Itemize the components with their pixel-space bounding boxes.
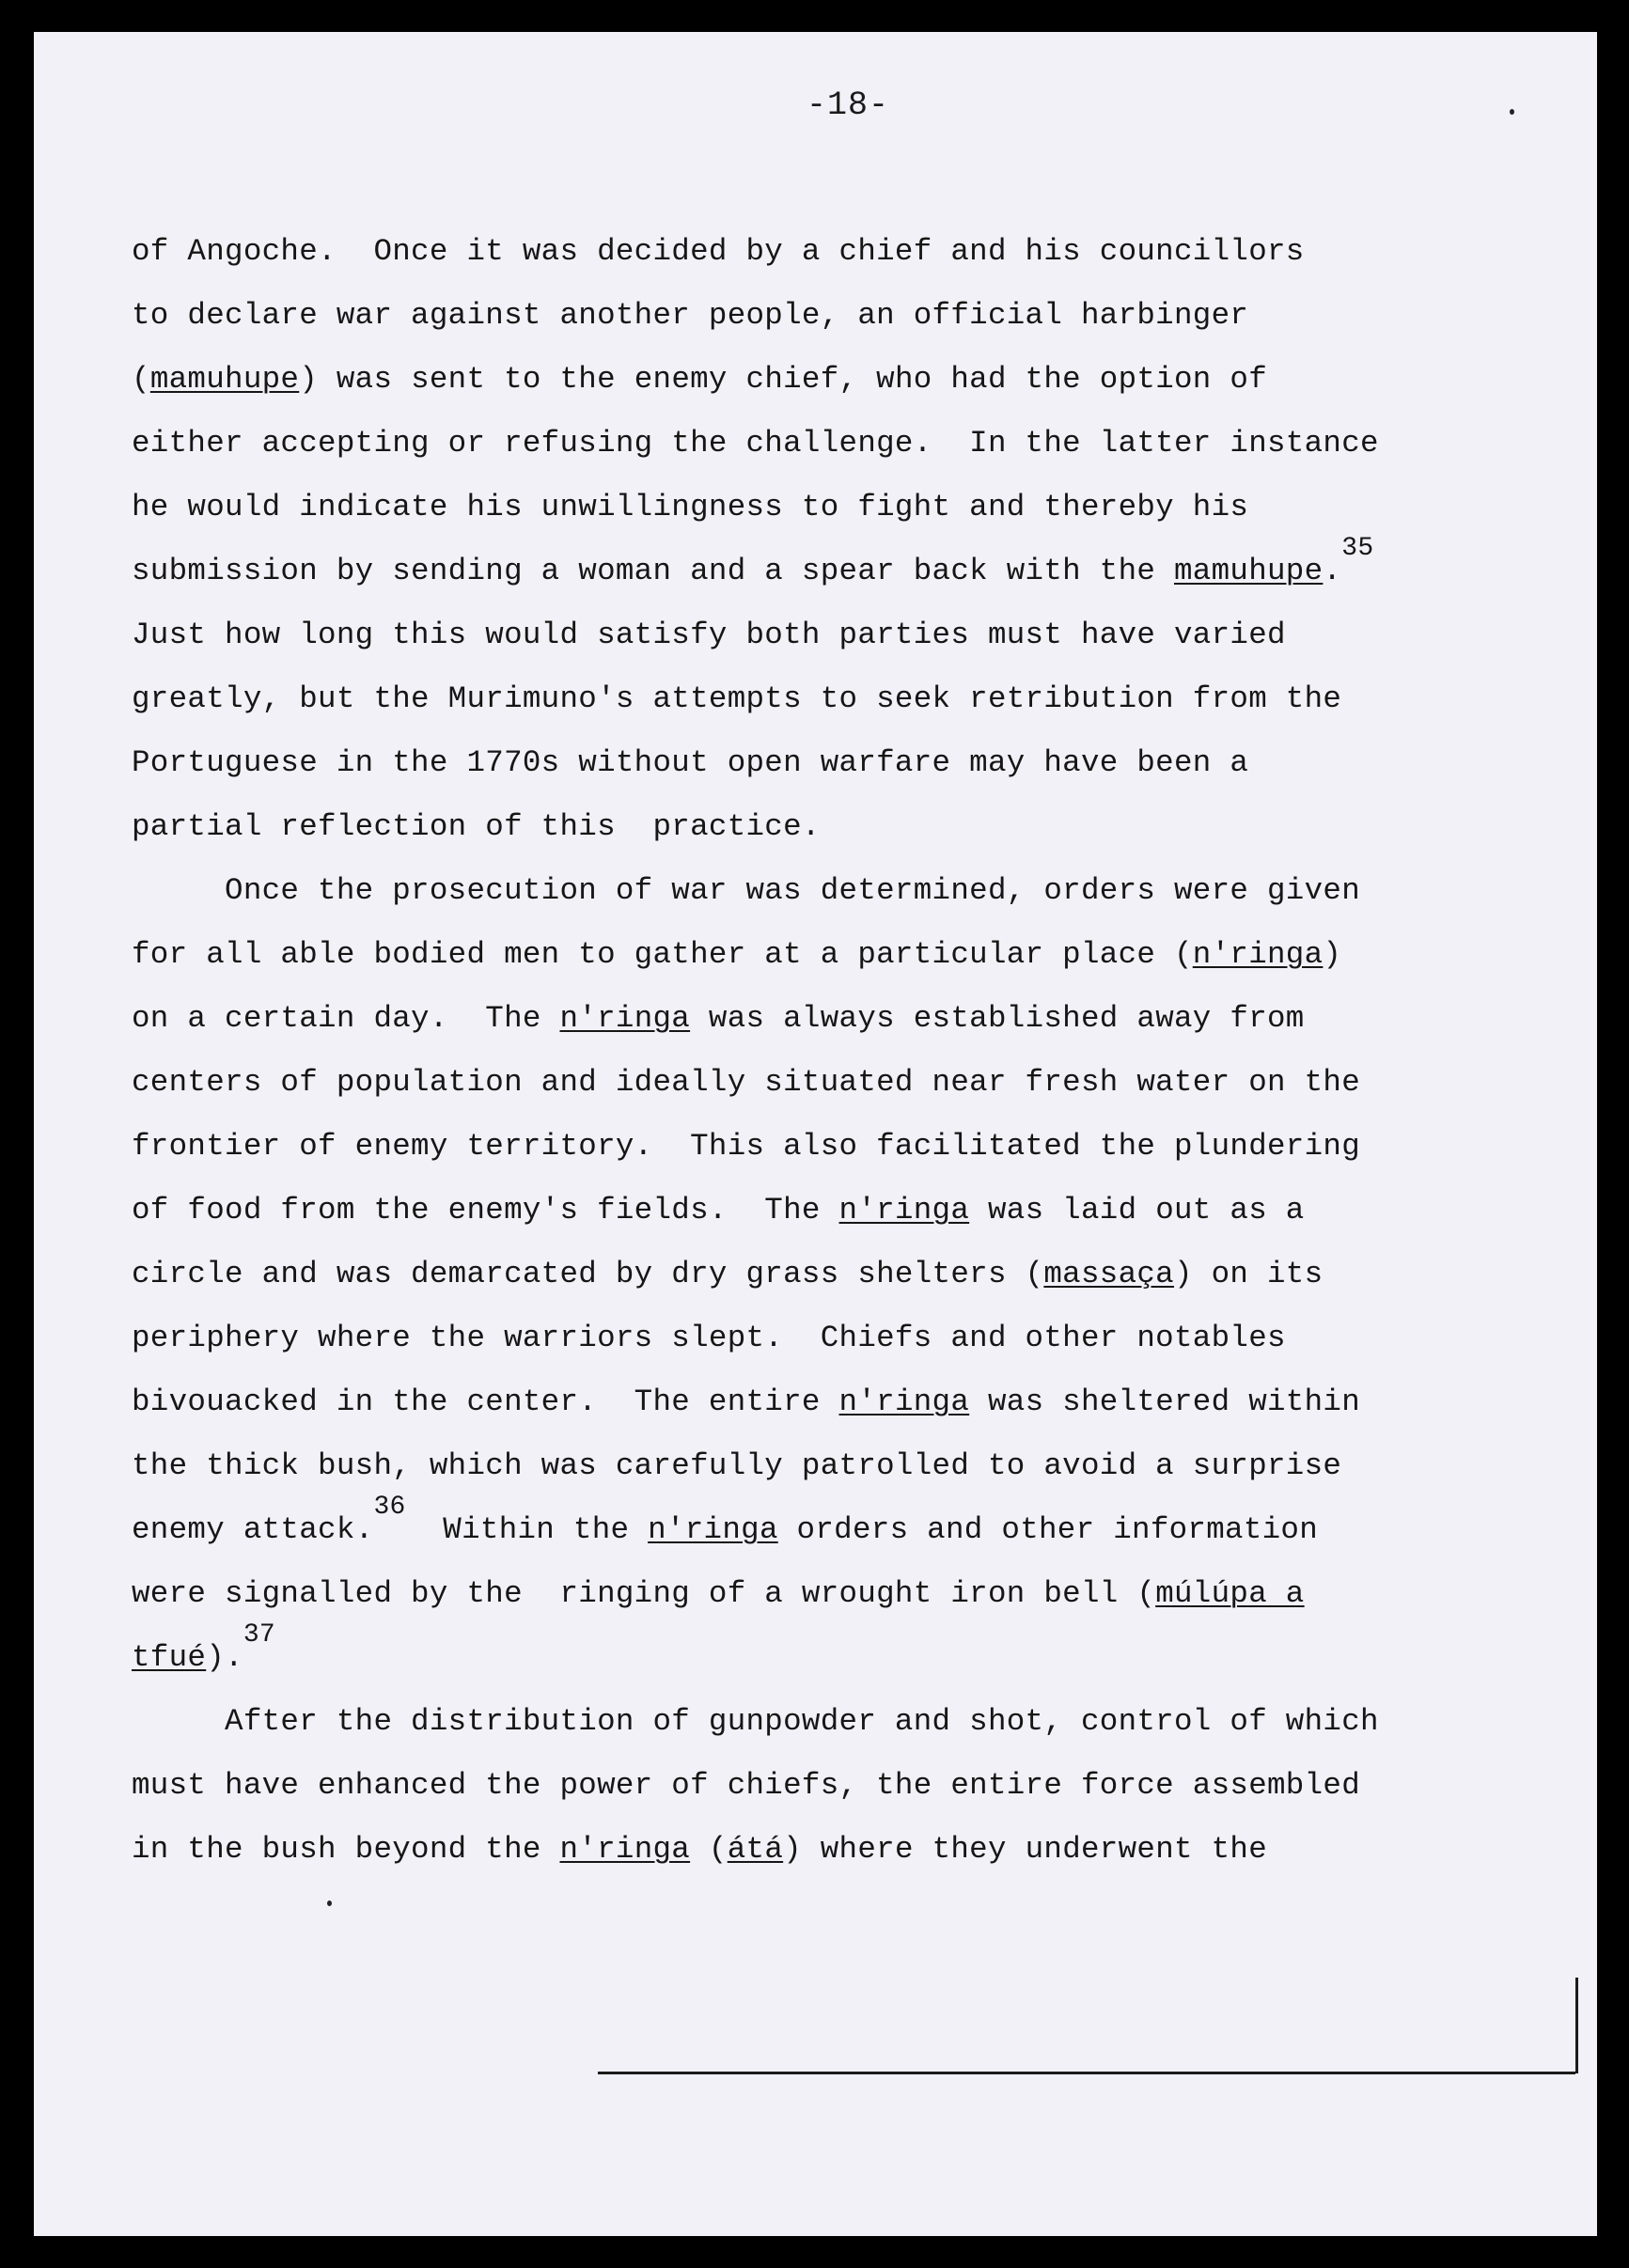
text-segment: ) on its	[1173, 1257, 1324, 1291]
text-segment: centers of population and ideally situated near fresh water on the	[132, 1065, 1361, 1100]
text-segment: he would indicate his unwillingness to fight and thereby his	[132, 490, 1249, 524]
underlined-term: n'ringa	[1192, 937, 1324, 972]
text-segment: was laid out as a	[969, 1193, 1305, 1228]
bottom-rule	[598, 2072, 1575, 2074]
text-line	[132, 1754, 1523, 1818]
text-segment: to declare war against another people, an official harbinger	[132, 298, 1249, 333]
underlined-term: n'ringa	[838, 1193, 970, 1228]
text-line	[132, 412, 1523, 476]
text-segment: partial reflection of this practice.	[132, 809, 821, 844]
text-line	[132, 1562, 1523, 1626]
text-line	[132, 667, 1523, 731]
text-line	[132, 987, 1523, 1051]
text-segment: (	[132, 362, 150, 397]
underlined-term: mamuhupe	[149, 362, 300, 397]
underlined-term: mamuhupe	[1173, 554, 1324, 588]
footnote-marker: 37	[243, 1620, 276, 1650]
text-line	[132, 923, 1523, 987]
text-segment: was always established away from	[690, 1001, 1305, 1036]
underlined-term: n'ringa	[559, 1832, 691, 1867]
text-line	[132, 1370, 1523, 1434]
text-segment: periphery where the warriors slept. Chiefs and other notables	[132, 1321, 1286, 1355]
text-segment: enemy attack.	[132, 1512, 374, 1547]
text-segment: Portuguese in the 1770s without open warfare may have been a	[132, 745, 1249, 780]
text-line	[132, 1493, 1523, 1562]
text-line	[132, 1306, 1523, 1370]
ink-speck	[1510, 109, 1514, 115]
text-segment: .	[1323, 554, 1342, 588]
text-segment: ) where they underwent the	[783, 1832, 1268, 1867]
page-number: -18-	[807, 86, 890, 124]
underlined-term: tfué	[132, 1640, 207, 1675]
text-segment: After the distribution of gunpowder and shot, control of which	[132, 1704, 1379, 1739]
text-segment: )	[1323, 937, 1342, 972]
text-segment: were signalled by the ringing of a wrought iron bell (	[132, 1576, 1156, 1611]
text-segment: on a certain day. The	[132, 1001, 560, 1036]
text-segment: bivouacked in the center. The entire	[132, 1384, 839, 1419]
underlined-term: n'ringa	[648, 1512, 778, 1547]
underlined-term: múlúpa a	[1155, 1576, 1305, 1611]
ink-speck	[327, 1900, 332, 1906]
text-line	[132, 1115, 1523, 1179]
text-segment: must have enhanced the power of chiefs, the entire force assembled	[132, 1768, 1361, 1803]
text-line	[132, 1179, 1523, 1243]
text-segment: was sheltered within	[969, 1384, 1361, 1419]
document-page	[34, 32, 1597, 2236]
text-segment: frontier of enemy territory. This also facilitated the plundering	[132, 1129, 1361, 1164]
text-line	[132, 859, 1523, 923]
text-line	[132, 731, 1523, 795]
text-line	[132, 1620, 1523, 1690]
text-segment: orders and other information	[777, 1512, 1319, 1547]
text-segment: submission by sending a woman and a spear back with the	[132, 554, 1174, 588]
text-line	[132, 1690, 1523, 1754]
text-segment: of Angoche. Once it was decided by a chief and his councillors	[132, 234, 1305, 269]
text-line	[132, 795, 1523, 859]
right-edge-mark	[1575, 1978, 1578, 2073]
text-line	[132, 1434, 1523, 1498]
text-segment: ) was sent to the enemy chief, who had the option of	[299, 362, 1268, 397]
text-line	[132, 284, 1523, 348]
text-line	[132, 348, 1523, 412]
body-text	[132, 220, 1523, 1882]
text-segment: of food from the enemy's fields. The	[132, 1193, 839, 1228]
text-line	[132, 220, 1523, 284]
underlined-term: n'ringa	[559, 1001, 691, 1036]
text-segment: either accepting or refusing the challenge. In the latter instance	[132, 426, 1379, 461]
footnote-marker: 36	[373, 1493, 406, 1522]
text-segment: for all able bodied men to gather at a particular place (	[132, 937, 1193, 972]
text-segment: (	[690, 1832, 728, 1867]
text-line	[132, 1051, 1523, 1115]
text-segment: Just how long this would satisfy both parties must have varied	[132, 618, 1286, 652]
text-line	[132, 603, 1523, 667]
text-line	[132, 476, 1523, 540]
footnote-marker: 35	[1341, 534, 1374, 563]
text-segment: in the bush beyond the	[132, 1832, 560, 1867]
underlined-term: átá	[727, 1832, 784, 1867]
text-segment: Within the	[405, 1512, 649, 1547]
underlined-term: massaça	[1043, 1257, 1174, 1291]
underlined-term: n'ringa	[838, 1384, 970, 1419]
text-segment: ).	[206, 1640, 243, 1675]
text-line	[132, 534, 1523, 603]
text-segment: greatly, but the Murimuno's attempts to seek retribution from the	[132, 681, 1342, 716]
text-line	[132, 1243, 1523, 1306]
text-segment: the thick bush, which was carefully patrolled to avoid a surprise	[132, 1448, 1342, 1483]
text-line	[132, 1818, 1523, 1882]
text-segment: circle and was demarcated by dry grass shelters (	[132, 1257, 1044, 1291]
text-segment: Once the prosecution of war was determined, orders were given	[132, 873, 1361, 908]
